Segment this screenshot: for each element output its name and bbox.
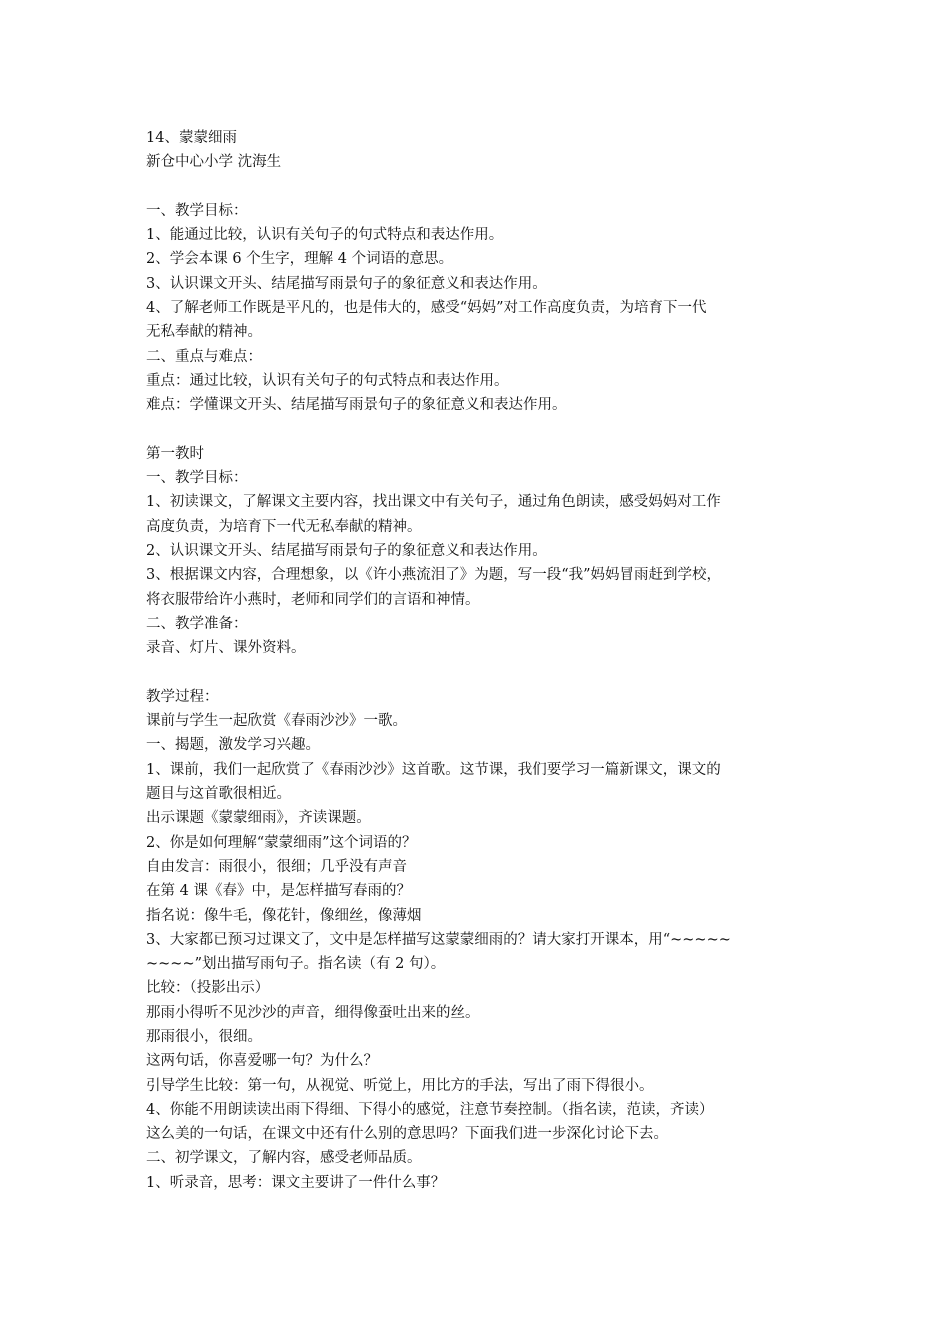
lesson-title: 14、蒙蒙细雨 — [146, 130, 237, 146]
section-heading: 一、揭题，激发学习兴趣。 — [146, 737, 320, 754]
text-line: 3、大家都已预习过课文了，文中是怎样描写这蒙蒙细雨的？请大家打开课本，用“~~~~~ — [146, 931, 731, 948]
section-heading: 二、教学准备： — [146, 615, 248, 632]
text-line: 比较：（投影出示） — [146, 980, 270, 997]
section-heading: 教学过程： — [146, 688, 219, 705]
text-line: 1、能通过比较，认识有关句子的句式特点和表达作用。 — [146, 227, 504, 244]
text-line: 在第 4 课《春》中，是怎样描写春雨的？ — [146, 883, 411, 900]
text-line: ~~~~”划出描写雨句子。指名读（有 2 句）。 — [146, 956, 446, 973]
text-line: 2、学会本课 6 个生字，理解 4 个词语的意思。 — [146, 251, 454, 268]
text-line: 自由发言：雨很小，很细；几乎没有声音 — [146, 858, 407, 875]
text-line: 出示课题《蒙蒙细雨》，齐读课题。 — [146, 810, 371, 827]
section-heading: 二、初学课文，了解内容，感受老师品质。 — [146, 1150, 422, 1167]
text-line: 1、听录音，思考：课文主要讲了一件什么事？ — [146, 1174, 446, 1191]
text-line: 题目与这首歌很相近。 — [146, 786, 291, 803]
section-heading: 第一教时 — [146, 445, 204, 462]
section-heading: 一、教学目标： — [146, 202, 248, 219]
section-heading: 一、教学目标： — [146, 470, 248, 487]
text-line: 录音、灯片、课外资料。 — [146, 640, 306, 657]
text-line: 指名说：像牛毛，像花针，像细丝，像薄烟 — [146, 907, 422, 924]
text-line: 重点：通过比较，认识有关句子的句式特点和表达作用。 — [146, 372, 509, 389]
text-line: 高度负责，为培育下一代无私奉献的精神。 — [146, 518, 422, 535]
text-line: 课前与学生一起欣赏《春雨沙沙》一歌。 — [146, 713, 407, 730]
text-line: 将衣服带给许小燕时，老师和同学们的言语和神情。 — [146, 591, 480, 608]
text-line: 2、认识课文开头、结尾描写雨景句子的象征意义和表达作用。 — [146, 543, 547, 560]
text-line: 3、认识课文开头、结尾描写雨景句子的象征意义和表达作用。 — [146, 275, 547, 292]
text-line: 4、了解老师工作既是平凡的，也是伟大的，感受“妈妈”对工作高度负责，为培育下一代 — [146, 300, 707, 317]
blank-line — [146, 175, 836, 199]
blank-line — [146, 661, 836, 685]
text-line: 难点：学懂课文开头、结尾描写雨景句子的象征意义和表达作用。 — [146, 397, 567, 414]
blank-line — [146, 418, 836, 442]
text-line: 那雨很小，很细。 — [146, 1028, 262, 1045]
text-line: 2、你是如何理解“蒙蒙细雨”这个词语的？ — [146, 834, 417, 851]
document-body — [146, 126, 836, 1195]
text-line: 这么美的一句话，在课文中还有什么别的意思吗？下面我们进一步深化讨论下去。 — [146, 1126, 668, 1143]
author-line: 新仓中心小学 沈海生 — [146, 154, 282, 171]
text-line: 无私奉献的精神。 — [146, 324, 262, 341]
text-line: 1、初读课文，了解课文主要内容，找出课文中有关句子，通过角色朗读，感受妈妈对工作 — [146, 494, 721, 511]
section-heading: 二、重点与难点： — [146, 348, 262, 365]
text-line: 4、你能不用朗读读出雨下得细、下得小的感觉，注意节奏控制。（指名读，范读，齐读） — [146, 1101, 714, 1118]
text-line: 这两句话，你喜爱哪一句？为什么？ — [146, 1053, 378, 1070]
text-line: 3、根据课文内容，合理想象，以《许小燕流泪了》为题，写一段“我”妈妈冒雨赶到学校， — [146, 567, 722, 584]
text-line: 那雨小得听不见沙沙的声音，细得像蚕吐出来的丝。 — [146, 1004, 480, 1021]
text-line: 引导学生比较：第一句，从视觉、听觉上，用比方的手法，写出了雨下得很小。 — [146, 1077, 654, 1094]
text-line: 1、课前，我们一起欣赏了《春雨沙沙》这首歌。这节课，我们要学习一篇新课文，课文的 — [146, 761, 721, 778]
